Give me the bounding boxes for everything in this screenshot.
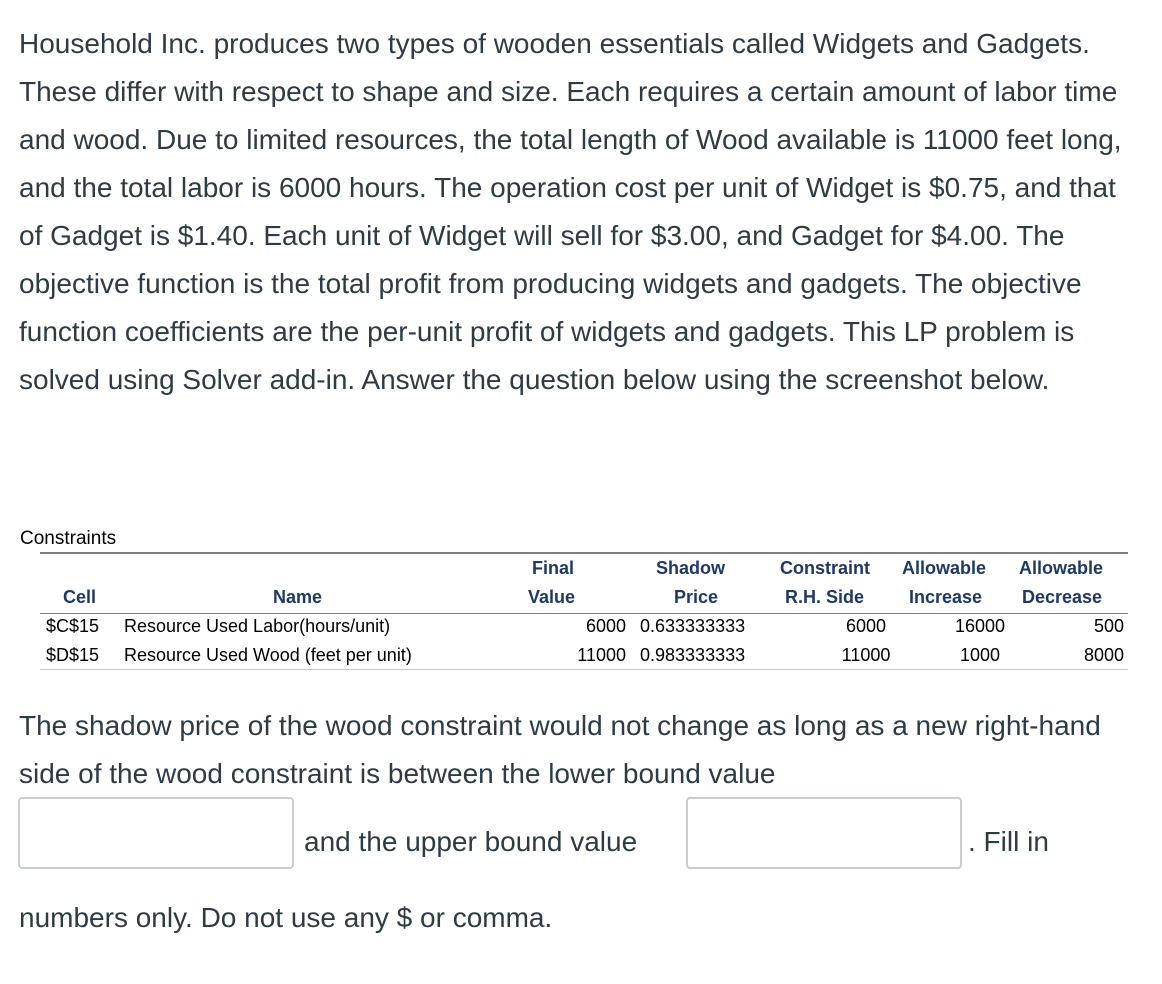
question-text: The shadow price of the wood constraint would not change as long as a new right-hand side of the wood constraint is between the lower bound value: [19, 710, 1101, 789]
lower-bound-input[interactable]: [18, 797, 294, 869]
row-shadow-price: 0.983333333: [640, 645, 746, 665]
row-cell-ref: $C$15: [46, 616, 100, 636]
row-final-value: 11000: [577, 645, 626, 665]
header-allowable-increase-top: Allowable: [902, 558, 987, 578]
fill-in-text: . Fill in: [968, 826, 1049, 857]
header-value: Value: [528, 587, 576, 607]
row-name: Resource Used Wood (feet per unit): [124, 645, 412, 665]
upper-bound-input[interactable]: [686, 797, 962, 869]
question-connector-text: and the upper bound value: [304, 826, 638, 857]
header-cell: Cell: [63, 587, 97, 607]
problem-statement: Household Inc. produces two types of wooden essentials called Widgets and Gadgets. These differ with respect to shape and size. Each requires a certain amount of labor time and wood. Due to limited resources, the total length of Wood available is 11000 feet long, and the total labor is 6000 hours. The operation cost per unit of Widget is $0.75, and that of Gadget is $1.40. Each unit of Widget will sell for $3.00, and Gadget for $4.00. The objective function is the total profit from producing widgets and gadgets. The objective function coefficients are the per-unit profit of widgets and gadgets. This LP problem is solved using Solver add-in. Answer the question below using the screenshot below.: [19, 28, 1122, 395]
header-allowable-decrease-top: Allowable: [1019, 558, 1104, 578]
row-allowable-increase: 16000: [954, 616, 1006, 636]
table-bottom-rule: [40, 669, 1128, 670]
header-increase: Increase: [909, 587, 983, 607]
row-allowable-decrease: 8000: [1083, 645, 1124, 665]
table-header-rule: [40, 613, 1128, 614]
row-name: Resource Used Labor(hours/unit): [124, 616, 391, 636]
row-allowable-increase: 1000: [959, 645, 1001, 665]
row-final-value: 6000: [585, 616, 626, 636]
header-name: Name: [273, 587, 323, 607]
header-rhs: R.H. Side: [785, 587, 865, 607]
instruction-text: numbers only. Do not use any $ or comma.: [19, 902, 553, 933]
row-allowable-decrease: 500: [1093, 616, 1124, 636]
row-rhs: 6000: [845, 616, 887, 636]
row-cell-ref: $D$15: [46, 645, 100, 665]
header-decrease: Decrease: [1022, 587, 1103, 607]
header-final: Final: [532, 558, 575, 578]
header-shadow: Shadow: [656, 558, 726, 578]
header-constraint: Constraint: [780, 558, 870, 578]
row-shadow-price: 0.633333333: [640, 616, 746, 636]
header-price: Price: [674, 587, 719, 607]
constraints-table-title: Constraints: [20, 528, 117, 549]
table-top-rule: [40, 552, 1128, 554]
row-rhs: 11000: [841, 645, 891, 665]
